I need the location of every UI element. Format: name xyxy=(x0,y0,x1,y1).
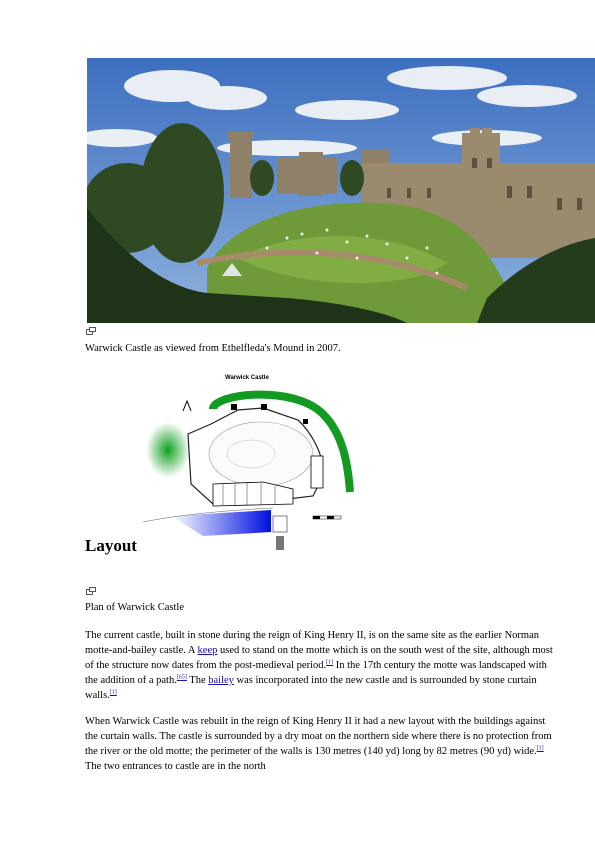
paragraph-2 xyxy=(85,714,555,774)
footnote-ref xyxy=(537,746,544,752)
text-run: The xyxy=(186,675,209,686)
enlarge-icon[interactable] xyxy=(86,587,96,595)
text-run: In the 17th century the motte was landscaped with the addition of a path. xyxy=(85,660,547,686)
enlarge-icon[interactable] xyxy=(86,327,96,335)
plan-caption: Plan of Warwick Castle xyxy=(85,602,184,613)
footnote-link[interactable]: [65] xyxy=(176,674,187,681)
section-heading-layout: Layout xyxy=(85,536,137,555)
text-run: was incorporated into the new castle and is surrounded by stone curtain walls. xyxy=(85,675,537,701)
footnote-link[interactable]: [1] xyxy=(326,659,334,666)
paragraph-1 xyxy=(85,628,555,703)
photo-caption: Warwick Castle as viewed from Ethelfleda's Mound in 2007. xyxy=(85,343,341,354)
plan-title: Warwick Castle xyxy=(225,375,269,381)
castle-photo[interactable] xyxy=(87,58,595,323)
castle-photo-image xyxy=(87,58,595,323)
text-run: The current castle, built in stone during the reign of King Henry II, is on the same site as the earlier Norman motte-and-bailey castle. A xyxy=(85,630,539,656)
link-keep[interactable]: keep xyxy=(197,645,218,656)
footnote-link[interactable]: [1] xyxy=(109,689,117,696)
footnote-ref xyxy=(177,675,187,681)
text-run: used to stand on the motte which is on the south west of the site, although most of the structure now dates from the post-medieval period. xyxy=(85,645,553,671)
footnote-ref xyxy=(110,690,117,696)
link-bailey[interactable]: bailey xyxy=(208,675,234,686)
castle-plan[interactable] xyxy=(143,364,355,550)
text-run: The two entrances to castle are in the north xyxy=(85,761,266,772)
footnote-link[interactable]: [1] xyxy=(536,745,544,752)
castle-plan-diagram xyxy=(143,364,355,550)
text-run: When Warwick Castle was rebuilt in the reign of King Henry II it had a new layout with the buildings against the curtain walls. The castle is surrounded by a dry moat on the northern side where there is no protection from the river or the old motte; the perimeter of the walls is 130 metres (140 yd) long by 82 metres (90 yd) wide. xyxy=(85,716,552,757)
